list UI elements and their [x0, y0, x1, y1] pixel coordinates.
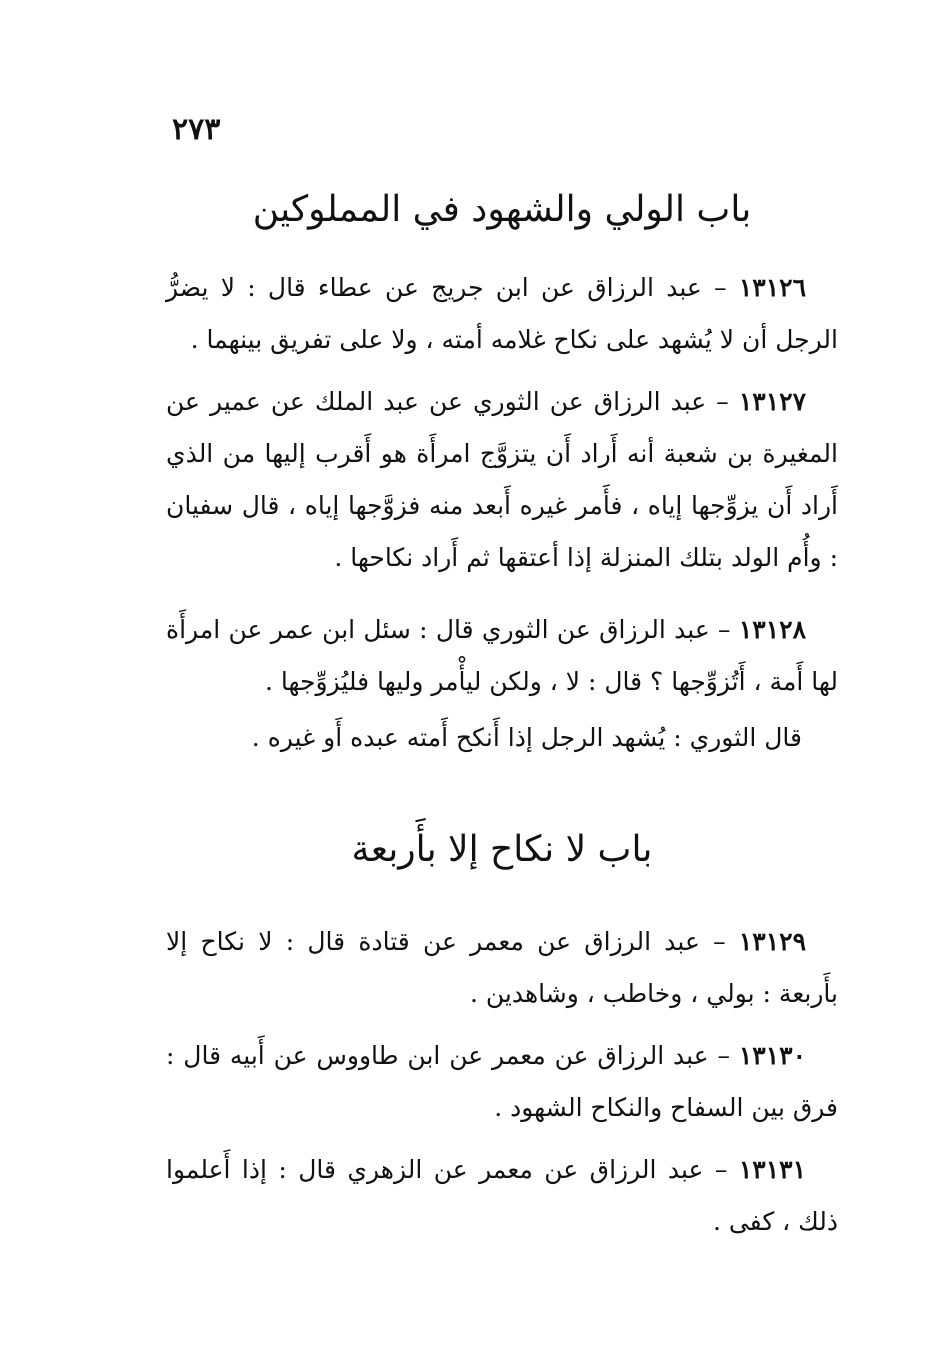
page-number: ٢٧٣	[172, 112, 221, 147]
hadith-text: – عبد الرزاق عن ابن جريج عن عطاء قال : لا يضرُّ الرجل أن لا يُشهد على نكاح غلامه أمته ، ولا على تفريق بينهما .	[166, 273, 838, 354]
hadith-number: ١٣١٢٦	[738, 273, 806, 302]
hadith-text: – عبد الرزاق عن الثوري قال : سئل ابن عمر عن امرأَة لها أَمة ، أَتُزوِّجها ؟ قال : لا ، ولكن ليأْمر وليها فليُزوِّجها .	[166, 615, 838, 696]
thawri-note: قال الثوري : يُشهد الرجل إذا أَنكح أَمته عبده أَو غيره .	[251, 723, 802, 752]
hadith-text: – عبد الرزاق عن معمر عن الزهري قال : إذا أَعلموا ذلك ، كفى .	[166, 1155, 838, 1236]
hadith-entry	[166, 916, 838, 1020]
hadith-number: ١٣١٢٧	[738, 387, 807, 416]
section-heading: باب الولي والشهود في المملوكين	[252, 189, 752, 230]
hadith-entry	[166, 376, 838, 584]
hadith-entry	[166, 604, 838, 708]
hadith-number: ١٣١٣٠	[738, 1041, 807, 1070]
hadith-text: – عبد الرزاق عن معمر عن قتادة قال : لا نكاح إلا بأَربعة : بولي ، وخاطب ، وشاهدين .	[166, 927, 838, 1008]
hadith-number: ١٣١٣١	[738, 1155, 807, 1184]
hadith-entry	[166, 1030, 838, 1134]
hadith-text: – عبد الرزاق عن معمر عن ابن طاووس عن أَبيه قال : فرق بين السفاح والنكاح الشهود .	[166, 1041, 838, 1122]
section-heading: باب لا نكاح إلا بأَربعة	[351, 829, 653, 870]
hadith-number: ١٣١٢٩	[738, 927, 806, 956]
hadith-entry	[166, 1144, 838, 1248]
hadith-entry	[166, 262, 838, 366]
hadith-number: ١٣١٢٨	[738, 615, 807, 644]
hadith-text: – عبد الرزاق عن الثوري عن عبد الملك عن عمير عن المغيرة بن شعبة أنه أَراد أَن يتزوَّج امرأَة هو أَقرب إليها من الذي أَراد أَن يزوِّجها إياه ، فأَمر غيره أَبعد منه فزوَّجها إياه ، قال سفيان : وأُم الولد بتلك المنزلة إذا أعتقها ثم أَراد نكاحها .	[166, 387, 838, 572]
